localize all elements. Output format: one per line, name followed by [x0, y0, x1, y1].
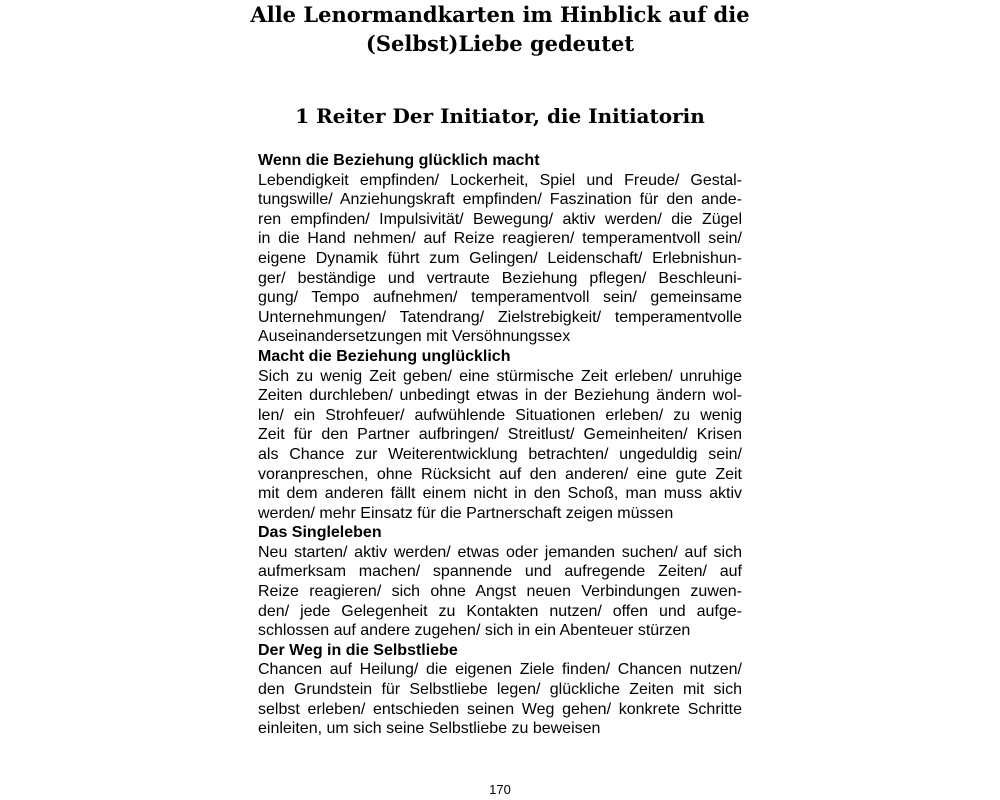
document-title-line-1: Alle Lenormandkarten im Hinblick auf die	[250, 2, 750, 27]
text-line: Reize reagieren/ sich ohne Angst neuen Verbindungen zuwen-	[258, 583, 742, 601]
text-line: einleiten, um sich seine Selbstliebe zu beweisen	[258, 720, 601, 738]
section-body	[258, 171, 742, 347]
text-line: Chancen auf Heilung/ die eigenen Ziele finden/ Chancen nutzen/	[258, 661, 742, 679]
text-line: mit dem anderen fällt einem nicht in den Schoß, man muss aktiv	[258, 485, 742, 503]
section-single-life	[258, 523, 742, 641]
section-heading: Das Singleleben	[258, 524, 382, 542]
text-line: ren empfinden/ Impulsivität/ Bewegung/ aktiv werden/ die Zügel	[258, 210, 742, 228]
text-line: gung/ Tempo aufnehmen/ temperamentvoll sein/ gemeinsame	[258, 289, 742, 307]
text-line: in die Hand nehmen/ auf Reize reagieren/ temperamentvoll sein/	[258, 230, 742, 248]
section-unhappy-relationship	[258, 347, 742, 523]
text-line: Zeiten durchleben/ unbedingt etwas in der Beziehung ändern wol-	[258, 387, 742, 405]
text-line: aufmerksam machen/ spannende und aufregende Zeiten/ auf	[258, 563, 742, 581]
document-title	[200, 0, 800, 58]
page-number: 170	[489, 782, 511, 797]
section-heading: Wenn die Beziehung glücklich macht	[258, 152, 540, 169]
section-heading: Der Weg in die Selbstliebe	[258, 641, 458, 659]
text-line: Lebendigkeit empfinden/ Lockerheit, Spiel und Freude/ Gestal-	[258, 171, 742, 189]
text-line: Zeit für den Partner aufbringen/ Streitlust/ Gemeinheiten/ Krisen	[258, 426, 742, 444]
text-line: den Grundstein für Selbstliebe legen/ glückliche Zeiten mit sich	[258, 681, 742, 699]
text-line: Neu starten/ aktiv werden/ etwas oder jemanden suchen/ auf sich	[258, 543, 742, 561]
section-body	[258, 543, 742, 641]
document-title-line-2: (Selbst)Liebe gedeutet	[365, 31, 635, 56]
text-line: den/ jede Gelegenheit zu Kontakten nutzen/ offen und aufge-	[258, 602, 742, 620]
section-body	[258, 660, 742, 738]
text-line: eigene Dynamik führt zum Gelingen/ Leidenschaft/ Erlebnishun-	[258, 249, 742, 267]
text-line: Sich zu wenig Zeit geben/ eine stürmische Zeit erleben/ unruhige	[258, 367, 742, 385]
document-body	[258, 151, 742, 739]
text-line: Unternehmungen/ Tatendrang/ Zielstrebigkeit/ temperamentvolle	[258, 308, 742, 326]
section-path-to-self-love	[258, 641, 742, 739]
chapter-heading: 1 Reiter Der Initiator, die Initiatorin	[295, 104, 705, 128]
text-line: ger/ beständige und vertraute Beziehung pflegen/ Beschleuni-	[258, 269, 742, 287]
section-heading: Macht die Beziehung unglücklich	[258, 347, 511, 365]
text-line: selbst erleben/ entschieden seinen Weg gehen/ konkrete Schritte	[258, 700, 742, 718]
text-line: len/ ein Strohfeuer/ aufwühlende Situationen erleben/ zu wenig	[258, 406, 742, 424]
text-line: Auseinandersetzungen mit Versöhnungssex	[258, 328, 571, 346]
text-line: voranpreschen, ohne Rücksicht auf den anderen/ eine gute Zeit	[258, 465, 742, 483]
text-line: tungswille/ Anziehungskraft empfinden/ Faszination für den ande-	[258, 191, 742, 209]
text-line: schlossen auf andere zugehen/ sich in ein Abenteuer stürzen	[258, 622, 691, 640]
text-line: werden/ mehr Einsatz für die Partnerschaft zeigen müssen	[258, 504, 674, 522]
section-body	[258, 367, 742, 524]
text-line: als Chance zur Weiterentwicklung betrachten/ ungeduldig sein/	[258, 445, 742, 463]
section-happy-relationship	[258, 151, 742, 347]
